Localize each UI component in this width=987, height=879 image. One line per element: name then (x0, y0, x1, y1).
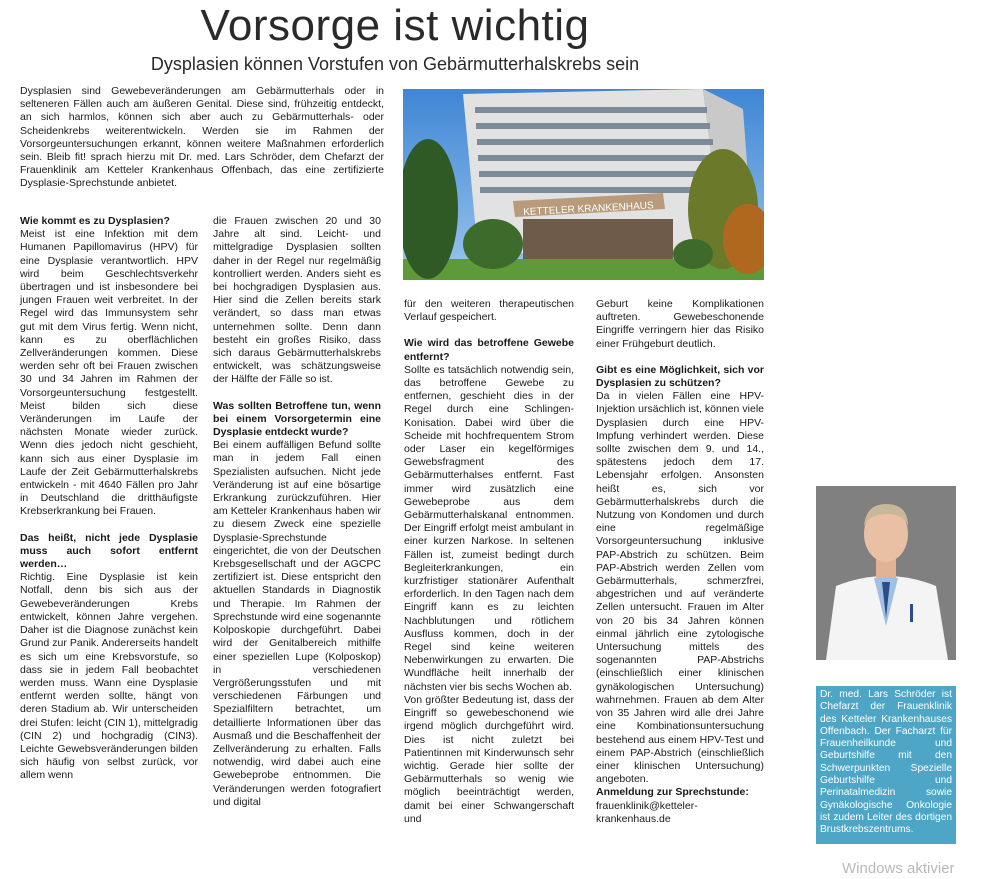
contact-label: Anmeldung zur Sprechstunde: (596, 786, 749, 799)
text-column-4 (596, 298, 764, 826)
building-sign: KETTELER KRANKENHAUS (522, 200, 654, 219)
text-column-3 (404, 298, 574, 839)
question-heading: Das heißt, nicht jede Dysplasie muss auch sofort entfernt werden… (20, 531, 198, 571)
contact-email-link[interactable]: frauenklinik@ketteler-krankenhaus.de (596, 799, 698, 825)
answer-paragraph: Sollte es tatsächlich notwendig sein, das betroffene Gewebe zu entfernen, geschieht dies in der Regel durch eine Schlingen-Konisation. Dabei wird über die Scheide mit hochfrequentem Strom oder Laser ein kegelförmiges Gewebsfragment des Gebärmutterhalses entfernt. Fast immer wird zusätzlich eine Gewebeprobe aus dem Gebärmutterhalskanal entnommen. Der Eingriff erfolgt meist ambulant in einer kurzen Narkose. In seltenen Fällen ist, zumeist bedingt durch Begleiterkrankungen, ein kurzfristiger stationärer Aufenthalt erforderlich. In den Tagen nach dem Eingriff kann es zu leichten Nachblutungen und rötlichem Ausfluss kommen, doch in der Regel sind keine weiteren Nebenwirkungen zu erwarten. Die Wundfläche heilt innerhalb der nächsten vier bis sechs Wochen ab. (404, 363, 574, 693)
hospital-building-illustration (403, 89, 764, 280)
windows-activation-watermark: Windows aktivier (842, 860, 955, 877)
text-column-2 (213, 215, 381, 822)
hospital-building-photo (403, 89, 764, 280)
answer-paragraph: Bei einem auffälligen Befund sollte man in jedem Fall einen Spezialisten aufsuchen. Nicht jede Veränderung ist auf eine bösartige Erkrankung zurückzuführen. Hier am Ketteler Krankenhaus haben wir zu diesem Zweck eine spezielle Dysplasie-Sprechstunde eingerichtet, die von der Deutschen Krebsgesellschaft und der AGCPC zertifiziert ist. Diese entspricht den aktuellen Standards in Diagnostik und Therapie. Im Rahmen der Sprechstunde wird eine sogenannte Kolposkopie durchgeführt. Dabei wird der Genitalbereich mithilfe einer speziellen Lupe (Kolposkop) in verschiedenen Vergrößerungsstufen und mit verschiedenen Färbungen und Spezialfiltern betrachtet, um detaillierte Informationen über das Ausmaß und die Beschaffenheit der Zellveränderung zu erhalten. Falls notwendig, wird dabei auch eine Gewebeprobe entnommen. Die Veränderungen werden fotografiert und digital (213, 439, 381, 808)
question-heading: Wie kommt es zu Dysplasien? (20, 215, 170, 227)
headline: Vorsorge ist wichtig (200, 1, 590, 50)
subtitle: Dysplasien können Vorstufen von Gebärmutterhalskrebs sein (150, 54, 640, 74)
question-heading: Wie wird das betroffene Gewebe entfernt? (404, 337, 574, 363)
answer-paragraph: Von größter Bedeutung ist, dass der Eingriff so gewebeschonend wie irgend möglich durchgeführt wird. Dies ist nicht zuletzt bei Patientinnen mit Kinderwunsch sehr wichtig. Gerade hier sollte der Gebärmutterhals so wenig wie möglich beeinträchtigt werden, damit bei einer Schwangerschaft und (404, 693, 574, 825)
answer-paragraph: Meist ist eine Infektion mit dem Humanen Papillomavirus (HPV) für eine Dysplasie verantwortlich. HPV wird beim Geschlechtsverkehr übertragen und ist insbesondere bei jungen Frauen weit verbreitet. In der Regel wird das Immunsystem sehr gut mit dem Virus fertig. Wenn nicht, kann es zu oberflächlichen Zellveränderungen kommen. Diese werden sehr oft bei Frauen zwischen 30 und 34 Jahren im Rahmen der Vorsorgeuntersuchung festgestellt. Meist bilden sich diese Veränderungen im Laufe der nächsten Monate wieder zurück. Wenn dies jedoch nicht geschieht, kann sich aus einer Dysplasie im Laufe der Zeit Gebärmutterhalskrebs entwickeln - mit 4640 Fällen pro Jahr in Deutschland die dritthäufigste Krebserkrankung bei Frauen. (20, 228, 198, 518)
answer-paragraph: Richtig. Eine Dysplasie ist kein Notfall, denn bis sich aus der Gewebeveränderungen Krebs entwickelt, können Jahre vergehen. Daher ist die Diagnose zunächst kein Grund zur Panik. Andererseits handelt es sich um eine Krebsvorstufe, so dass sie in jedem Fall beobachtet werden muss. Wann eine Dysplasie entfernt werden sollte, hängt von deren Stadium ab. Wir unterscheiden drei Stufen: leicht (CIN 1), mittelgradig (CIN 2) und hochgradig (CIN3). Leichte Gewebsveränderungen bilden sich häufig von selbst zurück, vor allem wenn (20, 571, 198, 782)
intro-paragraph: Dysplasien sind Gewebeveränderungen am Gebärmutterhals oder in selteneren Fällen auch am äußeren Genital. Diese sind, frühzeitig entdeckt, an sich harmlos, können sich aber auch zu Gebärmutterhals- oder Scheidenkrebs weiterentwickeln. Werden sie im Rahmen der Vorsorgeuntersuchungen erkannt, können weitere Maßnahmen erforderlich sein. Bleib fit! sprach hierzu mit Dr. med. Lars Schröder, dem Chefarzt der Frauenklinik am Ketteler Krankenhaus Offenbach, das eine zertifizierte Dysplasie-Sprechstunde anbietet. (20, 85, 384, 190)
answer-paragraph: Da in vielen Fällen eine HPV-Injektion ursächlich ist, können viele Dysplasien durch eine HPV-Impfung verhindert werden. Diese sollte zwischen dem 9. und 14., spätestens jedoch dem 17. Lebensjahr erfolgen. Ansonsten heißt es, sich vor Gebärmutterhalskrebs durch die Nutzung von Kondomen und durch eine regelmäßige Vorsorgeuntersuchung inklusive PAP-Abstrich zu schützen. Beim PAP-Abstrich werden Zellen vom Gebärmutterhals, schmerzfrei, abgestrichen und auf veränderte Zellen untersucht. Frauen im Alter von 20 bis 34 Jahren können einmal jährlich eine zytologische Untersuchung mittels des sogenannten PAP-Abstrichs (einschließlich einer klinischen gynäkologischen Untersuchung) wahrnehmen. Frauen ab dem Alter von 35 Jahren wird alle drei Jahre eine Kombinationsuntersuchung bestehend aus einem HPV-Test und einem PAP-Abstrich (einschließlich einer klinischen Untersuchung) angeboten. (596, 390, 764, 786)
answer-paragraph: Geburt keine Komplikationen auftreten. Gewebeschonende Eingriffe verringern hier das Risiko einer Frühgeburt deutlich. (596, 298, 764, 350)
doctor-portrait-illustration (816, 486, 956, 660)
text-column-1 (20, 215, 198, 796)
answer-paragraph: für den weiteren therapeutischen Verlauf gespeichert. (404, 298, 574, 324)
question-heading: Gibt es eine Möglichkeit, sich vor Dysplasien zu schützen? (596, 363, 764, 390)
doctor-portrait-photo (816, 486, 956, 660)
doctor-caption: Dr. med. Lars Schröder ist Chefarzt der Frauenklinik des Ketteler Krankenhauses Offenbach. Der Facharzt für Frauenheilkunde und Geburtshilfe mit den Schwerpunkten Spezielle Geburtshilfe und Perinatalmedizin sowie Gynäkologische Onkologie ist zudem Leiter des dortigen Brustkrebszentrums. (816, 686, 956, 844)
answer-paragraph: die Frauen zwischen 20 und 30 Jahre alt sind. Leicht- und mittelgradige Dysplasien sollten daher in der Regel nur regelmäßig kontrolliert werden. Anders sieht es bei hochgradigen Dysplasien aus. Hier sind die Zellen bereits stark verändert, so dass man etwas unternehmen sollte. Denn dann besteht ein großes Risiko, dass sich daraus Gebärmutterhalskrebs entwickelt, was schätzungsweise der Hälfte der Fälle so ist. (213, 215, 381, 386)
question-heading: Was sollten Betroffene tun, wenn bei einem Vorsorgetermin eine Dysplasie entdeckt wurde? (213, 399, 381, 439)
